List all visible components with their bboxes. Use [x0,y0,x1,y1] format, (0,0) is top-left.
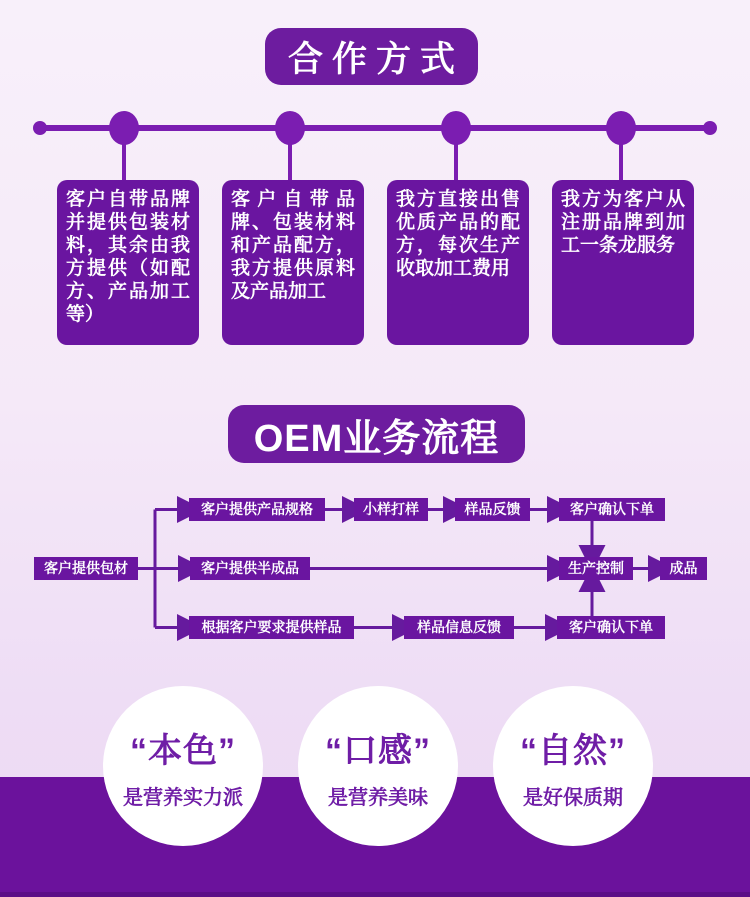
oem-section-title: OEM业务流程 [228,405,525,463]
feature-circle-color [103,686,263,846]
flow-node-finished-product: 成品 [660,557,707,580]
flow-node-confirm-order-2: 客户确认下单 [557,616,665,639]
timeline-dot [606,111,636,145]
cooperation-card-2: 客户自带品牌、包装材料和产品配方，我方提供原料及产品加工 [222,180,364,345]
feature-quote: “自然” [520,731,626,770]
flow-node-confirm-order-1: 客户确认下单 [559,498,665,521]
timeline-dot [275,111,305,145]
feature-quote: “口感” [325,731,431,770]
flow-node-sample-making: 小样打样 [354,498,428,521]
flow-node-start: 客户提供包材 [34,557,138,580]
timeline-dot [109,111,139,145]
flow-node-production-ctrl: 生产控制 [559,557,633,580]
timeline-end-dot-left [33,121,47,135]
flow-node-semi-finished: 客户提供半成品 [190,557,310,580]
feature-quote: “本色” [130,731,236,770]
feature-subtitle: 是营养美味 [328,786,428,809]
cooperation-section-title: 合作方式 [265,28,478,85]
footer-bottom-strip [0,892,750,897]
flow-node-sample-info-feedback: 样品信息反馈 [404,616,514,639]
feature-subtitle: 是营养实力派 [123,786,243,809]
feature-circle-natural [493,686,653,846]
flow-node-sample-feedback: 样品反馈 [455,498,530,521]
feature-subtitle: 是好保质期 [523,786,623,809]
cooperation-card-4: 我方为客户从注册品牌到加工一条龙服务 [552,180,694,345]
cooperation-card-1: 客户自带品牌并提供包装材料，其余由我方提供（如配方、产品加工等） [57,180,199,345]
flow-node-samples-on-demand: 根据客户要求提供样品 [189,616,354,639]
timeline-dot [441,111,471,145]
flow-node-product-specs: 客户提供产品规格 [189,498,325,521]
feature-circle-taste [298,686,458,846]
timeline-end-dot-right [703,121,717,135]
cooperation-card-3: 我方直接出售优质产品的配方，每次生产收取加工费用 [387,180,529,345]
